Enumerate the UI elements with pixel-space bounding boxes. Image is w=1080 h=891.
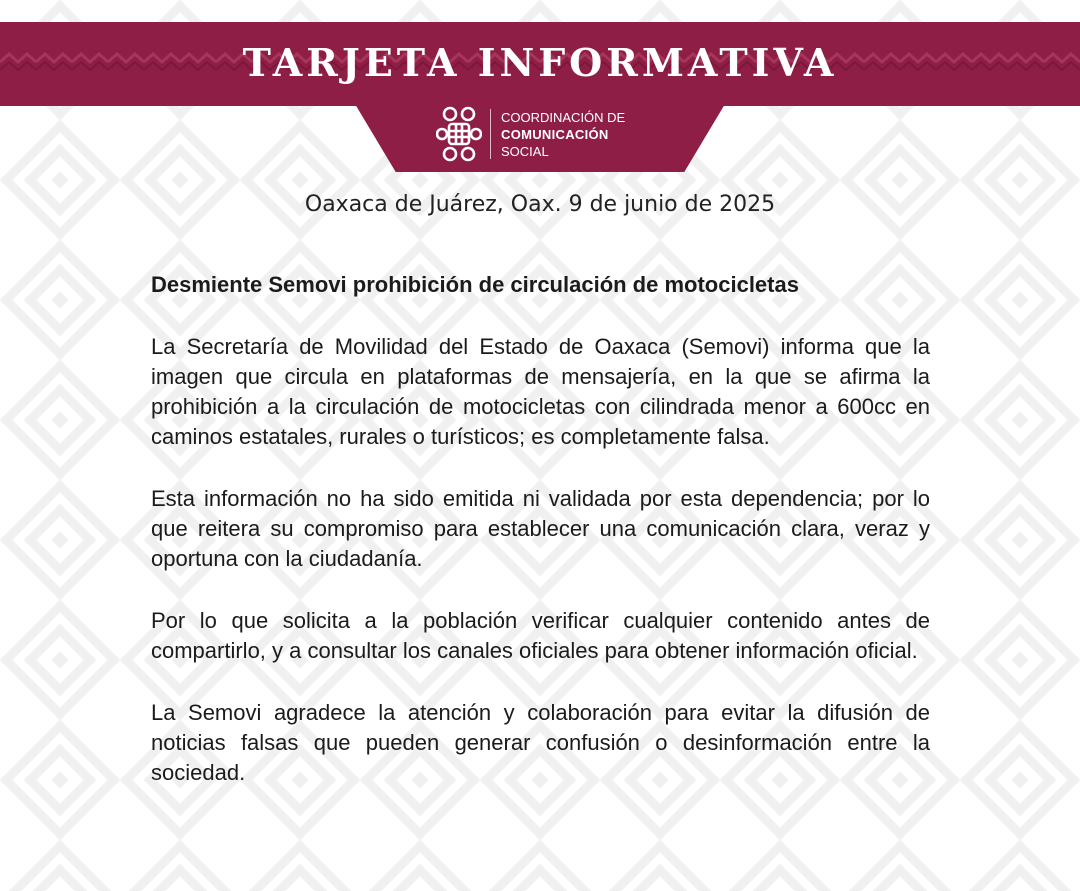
paragraph-2: Esta información no ha sido emitida ni validada por esta dependencia; por lo que reitera su compromiso para establecer una comunicación clara, veraz y oportuna con la ciudadanía. — [151, 486, 930, 571]
paragraph-3: Por lo que solicita a la población verificar cualquier contenido antes de compartirlo, y a consultar los canales oficiales para obtener información oficial. — [151, 608, 930, 663]
headline: Desmiente Semovi prohibición de circulación de motocicletas — [151, 272, 799, 297]
oaxaca-knot-logo-icon — [436, 104, 482, 164]
logo-line-2: COMUNICACIÓN — [501, 126, 609, 142]
article-body — [151, 270, 930, 820]
page-title: TARJETA INFORMATIVA — [242, 40, 838, 85]
logo-line-1: COORDINACIÓN DE — [501, 109, 626, 125]
paragraph-1: La Secretaría de Movilidad del Estado de Oaxaca (Semovi) informa que la imagen que circula en plataformas de mensajería, en la que se afirma la prohibición a la circulación de motocicletas con cilindrada menor a 600cc en caminos estatales, rurales o turísticos; es completamente falsa. — [151, 334, 930, 449]
coordination-logo — [436, 102, 656, 166]
date-line: Oaxaca de Juárez, Oax. 9 de junio de 2025 — [304, 192, 776, 217]
paragraph-4: La Semovi agradece la atención y colaboración para evitar la difusión de noticias falsas que pueden generar confusión o desinformación entre la sociedad. — [151, 700, 930, 785]
logo-text — [501, 109, 625, 160]
logo-line-3: SOCIAL — [501, 143, 549, 159]
logo-divider — [490, 109, 491, 159]
